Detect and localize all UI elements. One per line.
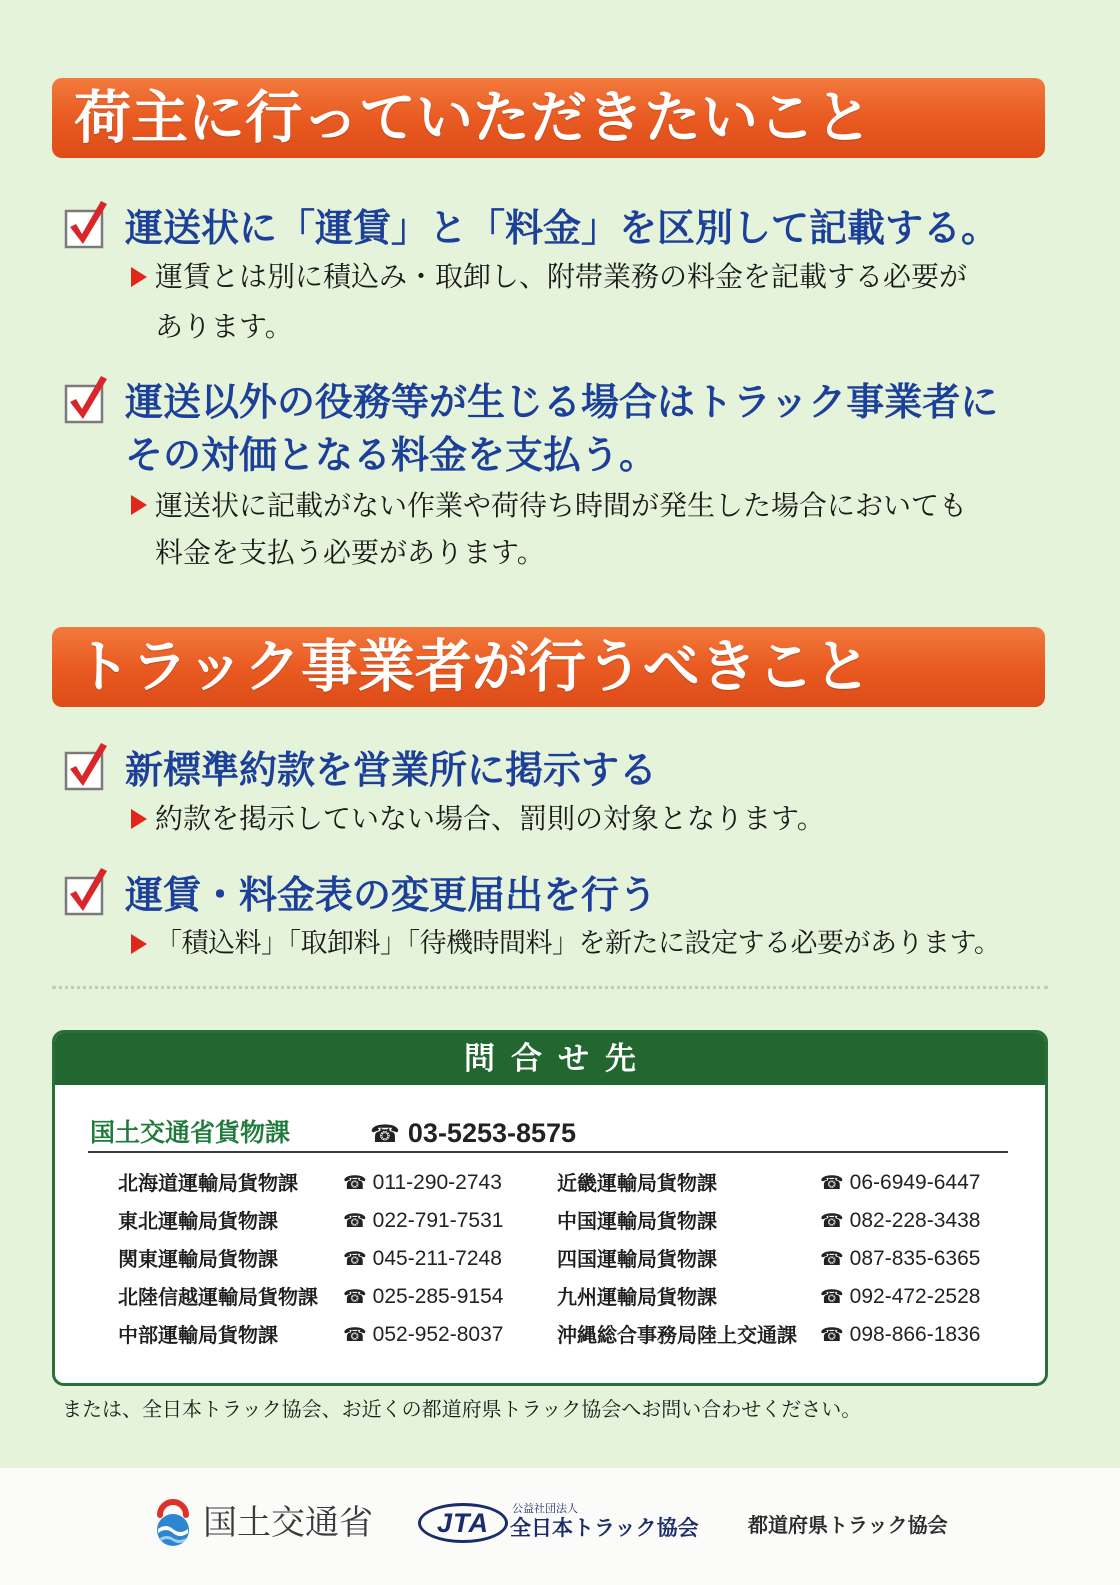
phone-number: 045-211-7248 [372,1247,502,1270]
phone-number: 011-290-2743 [372,1171,502,1194]
office-phone [343,1278,503,1317]
phone-icon: ☎ [820,1172,844,1194]
item-title: その対価となる料金を支払う。 [125,433,658,477]
checklist-item [125,376,1055,576]
phone-number: 06-6949-6447 [849,1171,981,1194]
phone-number: 025-285-9154 [372,1285,504,1308]
checklist-item [125,746,1055,844]
red-triangle-bullet-icon [130,494,148,516]
contact-header-title: 問合せ先 [464,1041,652,1077]
office-name: 東北運輸局貨物課 [118,1209,278,1233]
jta-logo-lettering: JTA [436,1508,489,1538]
headquarters-name: 国土交通省貨物課 [90,1118,291,1147]
mlit-logo-text: 国土交通省 [203,1503,373,1543]
jta-logo-mark [418,1503,508,1543]
phone-number: 022-791-7531 [372,1209,504,1232]
phone-number: 082-228-3438 [849,1209,981,1232]
section-heading: 荷主に行っていただきたいこと [74,85,872,151]
office-row [118,1240,558,1278]
checked-checkbox-icon [62,867,112,921]
office-row [557,1278,997,1316]
office-column-right [557,1164,997,1354]
office-name: 四国運輸局貨物課 [557,1247,717,1271]
office-phone [343,1316,503,1355]
mlit-emblem-icon [150,1497,196,1549]
red-triangle-bullet-icon [130,266,148,288]
office-phone [343,1240,502,1279]
phone-number: 03-5253-8575 [407,1118,577,1148]
office-phone [343,1202,503,1241]
office-name: 九州運輸局貨物課 [557,1285,717,1309]
office-row [118,1202,558,1240]
item-note [125,252,1055,352]
headquarters-underline [88,1151,1008,1153]
checklist-item [125,871,1055,969]
item-title: 運送以外の役務等が生じる場合はトラック事業者に [125,380,999,424]
phone-icon: ☎ [820,1324,844,1346]
contact-header [55,1033,1045,1085]
phone-number: 052-952-8037 [372,1323,504,1346]
checklist-item [125,204,1055,352]
phone-icon: ☎ [820,1248,844,1270]
footer-note: または、全日本トラック協会、お近くの都道府県トラック協会へお問い合わせください。 [62,1397,862,1421]
phone-icon: ☎ [343,1286,367,1308]
note-line: 運賃とは別に積込み・取卸し、附帯業務の料金を記載する必要が [155,260,968,293]
office-phone [820,1202,980,1241]
office-phone [820,1164,980,1203]
office-row [557,1240,997,1278]
office-row [557,1164,997,1202]
checked-checkbox-icon [62,200,112,254]
headquarters-contact [90,1115,990,1151]
checked-checkbox-icon [62,742,112,796]
red-triangle-bullet-icon [130,808,148,830]
red-triangle-bullet-icon [130,933,148,955]
office-name: 沖縄総合事務局陸上交通課 [557,1323,797,1347]
item-note [125,919,1055,969]
office-column-left [118,1164,558,1354]
note-line: 料金を支払う必要があります。 [155,536,545,569]
prefectural-association-text: 都道府県トラック協会 [748,1513,948,1537]
office-phone [820,1316,980,1355]
office-row [118,1164,558,1202]
office-phone [820,1240,980,1279]
office-row [118,1316,558,1354]
office-name: 中国運輸局貨物課 [557,1209,717,1233]
section-heading: トラック事業者が行うべきこと [74,634,871,700]
section-banner-truck-operators [52,627,1045,707]
section-banner-shippers [52,78,1045,158]
office-phone [343,1164,502,1203]
jta-logo-text: 全日本トラック協会 [510,1516,699,1540]
item-title: 運賃・料金表の変更届出を行う [125,873,658,917]
note-line: あります。 [155,310,293,343]
office-name: 中部運輸局貨物課 [118,1323,278,1347]
contact-box [52,1030,1048,1386]
office-row [557,1316,997,1354]
phone-icon: ☎ [343,1210,367,1232]
phone-icon: ☎ [343,1248,367,1270]
item-note [125,482,1055,576]
item-title: 運送状に「運賃」と「料金」を区別して記載する。 [125,206,1000,250]
office-phone [820,1278,980,1317]
phone-icon: ☎ [370,1120,400,1148]
checked-checkbox-icon [62,375,112,429]
phone-number: 098-866-1836 [849,1323,981,1346]
headquarters-phone [370,1115,576,1155]
phone-icon: ☎ [343,1172,367,1194]
phone-icon: ☎ [820,1210,844,1232]
phone-icon: ☎ [343,1324,367,1346]
phone-number: 087-835-6365 [849,1247,981,1270]
note-line: 約款を掲示していない場合、罰則の対象となります。 [155,802,825,835]
office-name: 北陸信越運輸局貨物課 [118,1285,318,1309]
office-name: 近畿運輸局貨物課 [557,1171,717,1195]
office-row [557,1202,997,1240]
item-title: 新標準約款を営業所に掲示する [125,748,658,792]
office-name: 北海道運輸局貨物課 [118,1171,298,1195]
item-note [125,794,1055,844]
note-line: 「積込料」「取卸料」「待機時間料」を新たに設定する必要があります。 [155,928,1001,959]
phone-number: 092-472-2528 [849,1285,981,1308]
office-row [118,1278,558,1316]
note-line: 運送状に記載がない作業や荷待ち時間が発生した場合においても [155,489,968,522]
dotted-divider [52,986,1048,989]
phone-icon: ☎ [820,1286,844,1308]
jta-org-type: 公益社団法人 [512,1502,578,1515]
office-name: 関東運輸局貨物課 [118,1247,278,1271]
